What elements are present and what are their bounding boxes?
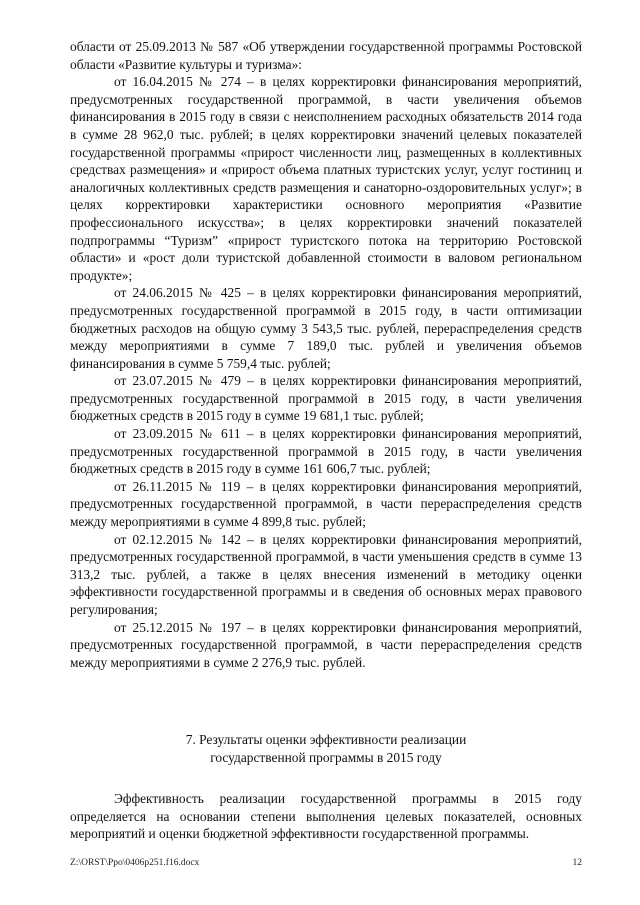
- footer-file-path: Z:\ORST\Ppo\0406p251.f16.docx: [70, 858, 200, 868]
- footer-page-number: 12: [572, 858, 582, 868]
- paragraph-amendment-479: от 23.07.2015 № 479 – в целях корректировки финансирования мероприятий, предусмотренных государственной программой в 2015 году, в части увеличения бюджетных средств в 2015 году в сумме 19 681,1 тыс. рублей;: [70, 373, 582, 424]
- section-heading-line2: государственной программы в 2015 году: [210, 749, 442, 765]
- paragraph-amendment-197: от 25.12.2015 № 197 – в целях корректировки финансирования мероприятий, предусмотренных государственной программой, в части перераспределения средств между мероприятиями в сумме 2 276,9 тыс. рублей.: [70, 619, 582, 670]
- paragraph-intro: области от 25.09.2013 № 587 «Об утверждении государственной программы Ростовской области «Развитие культуры и туризма»:: [70, 39, 582, 72]
- paragraph-effectiveness: Эффективность реализации государственной программы в 2015 году определяется на основании степени выполнения целевых показателей, основных мероприятий и оценки бюджетной эффективности государственной программы.: [70, 791, 582, 842]
- section-heading-line1: 7. Результаты оценки эффективности реализации: [185, 732, 467, 747]
- section-heading: [70, 731, 582, 766]
- paragraph-amendment-611: от 23.09.2015 № 611 – в целях корректировки финансирования мероприятий, предусмотренных государственной программой в 2015 году, в части увеличения бюджетных средств в 2015 году в сумме 161 606,7 тыс. рублей;: [70, 426, 582, 477]
- paragraph-amendment-119: от 26.11.2015 № 119 – в целях корректировки финансирования мероприятий, предусмотренных государственной программой, в части перераспределения средств между мероприятиями в сумме 4 899,8 тыс. рублей;: [70, 478, 582, 530]
- paragraph-amendment-425: от 24.06.2015 № 425 – в целях корректировки финансирования мероприятий, предусмотренных государственной программой в 2015 году, в части оптимизации бюджетных расходов на общую сумму 3 543,5 тыс. рублей, перераспределения средств между мероприятиями в сумме 7 189,0 тыс. рублей и увеличения объемов финансирования в сумме 5 759,4 тыс. рублей;: [70, 285, 582, 371]
- paragraph-amendment-274: от 16.04.2015 № 274 – в целях корректировки финансирования мероприятий, предусмотренных государственной программой, в части увеличения объемов финансирования в 2015 году в связи с неисполнением расходных обязательств 2014 года в сумме 28 962,0 тыс. рублей; в целях корректировки значений целевых показателей государственной программы «прирост численности лиц, размещенных в коллективных средствах размещения» и «прирост объема платных туристских услуг, услуг гостиниц и аналогичных коллективных средств размещения и санаторно-оздоровительных услуг»; в целях корректировки характеристики основного мероприятия «Развитие профессионального искусства»; в целях корректировки значений показателей подпрограммы “Туризм” «прирост туристского потока на территорию Ростовской области» и «рост доли туристской добавленной стоимости в валовом региональном продукте»;: [70, 74, 582, 283]
- amendments-list: [70, 38, 582, 671]
- final-paragraph-block: [70, 790, 582, 843]
- paragraph-amendment-142: от 02.12.2015 № 142 – в целях корректировки финансирования мероприятий, предусмотренных государственной программой, в части уменьшения средств в сумме 13 313,2 тыс. рублей, а также в целях внесения изменений в методику оценки эффективности государственной программы и в сведения об основных мерах правового регулирования;: [70, 531, 582, 617]
